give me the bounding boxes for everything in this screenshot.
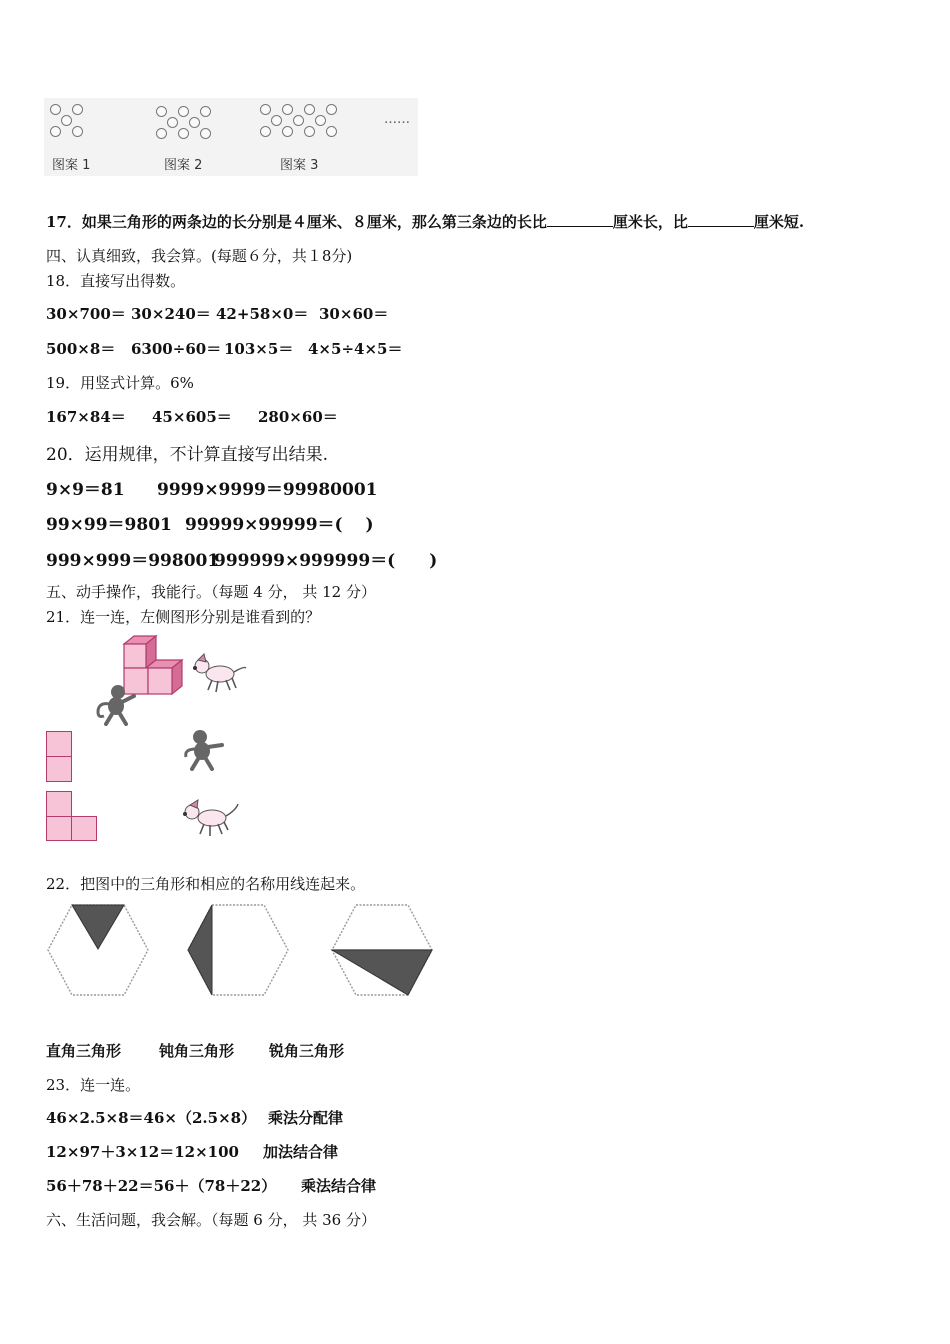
equation-3[interactable]: 56＋78＋22＝56＋（78＋22） [46, 1177, 277, 1195]
view-square [46, 791, 72, 817]
q23-row-2 [46, 1141, 338, 1162]
circle-icon [167, 117, 178, 128]
name-right-triangle[interactable]: 直角三角形 [46, 1042, 122, 1060]
circle-icon [271, 115, 282, 126]
q19-row: 167×84＝ 45×605＝ 280×60＝ [46, 408, 338, 426]
dog-icon [190, 650, 248, 694]
circle-icon [304, 104, 315, 115]
circle-icon [260, 104, 271, 115]
q20-row-3: 999×999＝998001999999×999999＝( ) [46, 551, 438, 571]
name-acute-triangle[interactable]: 锐角三角形 [269, 1042, 345, 1060]
circle-icon [315, 115, 326, 126]
q20-row-1: 9×9＝81 9999×9999＝99980001 [46, 480, 378, 500]
circle-icon [72, 104, 83, 115]
circle-icon [304, 126, 315, 137]
circle-icon [178, 106, 189, 117]
circle-icon [156, 106, 167, 117]
section-5-heading: 五、动手操作，我能行。（每题 4 分， 共 12 分） [46, 583, 376, 601]
view-square [71, 816, 97, 841]
monkey-icon [92, 682, 138, 726]
equation-2[interactable]: 12×97＋3×12＝12×100 [46, 1143, 239, 1161]
hexagon-figure-3[interactable] [330, 903, 434, 997]
pattern-label-2: 图案 2 [164, 158, 203, 173]
circle-icon [260, 126, 271, 137]
circle-icon [282, 126, 293, 137]
dog-icon[interactable] [180, 796, 240, 840]
hexagon-figure-1[interactable] [46, 903, 150, 997]
pattern-label-1: 图案 1 [52, 158, 91, 173]
circle-icon [326, 104, 337, 115]
question-19-title: 19．用竖式计算。6% [46, 374, 194, 392]
question-23-title: 23．连一连。 [46, 1076, 141, 1094]
equation-1[interactable]: 46×2.5×8＝46×（2.5×8） [46, 1109, 257, 1127]
circle-icon [200, 106, 211, 117]
question-20-title: 20．运用规律，不计算直接写出结果. [46, 445, 329, 465]
answer-blank[interactable] [688, 212, 754, 227]
circle-icon [326, 126, 337, 137]
circle-icon [189, 117, 200, 128]
q20-row-2: 99×99＝9801 99999×99999＝( ) [46, 515, 374, 535]
q23-row-1 [46, 1107, 343, 1128]
circle-icon [178, 128, 189, 139]
pattern-label-3: 图案 3 [280, 158, 319, 173]
circle-icon [293, 115, 304, 126]
circle-icon [282, 104, 293, 115]
circle-icon [50, 104, 61, 115]
question-22-title: 22．把图中的三角形和相应的名称用线连起来。 [46, 875, 366, 893]
law-1[interactable]: 乘法分配律 [268, 1109, 344, 1127]
circle-icon [72, 126, 83, 137]
q18-row-2: 500×8＝ 6300÷60＝ 103×5＝ 4×5÷4×5＝ [46, 340, 403, 358]
question-18-title: 18．直接写出得数。 [46, 272, 186, 290]
circle-icon [200, 128, 211, 139]
ellipsis: …… [384, 112, 410, 127]
view-square [46, 731, 72, 757]
view-square [46, 756, 72, 782]
section-4-heading: 四、认真细致，我会算。(每题６分，共１8分) [46, 247, 353, 265]
circle-icon [61, 115, 72, 126]
answer-blank[interactable] [547, 212, 613, 227]
monkey-icon[interactable] [180, 727, 226, 771]
circle-icon [50, 126, 61, 137]
hexagon-figure-2[interactable] [186, 903, 290, 997]
law-2[interactable]: 加法结合律 [263, 1143, 339, 1161]
q18-row-1: 30×700＝ 30×240＝ 42+58×0＝ 30×60＝ [46, 305, 389, 323]
triangle-names [46, 1040, 344, 1061]
question-21-title: 21．连一连，左侧图形分别是谁看到的？ [46, 608, 321, 626]
circle-pattern-figure [44, 98, 418, 176]
name-obtuse-triangle[interactable]: 钝角三角形 [159, 1042, 235, 1060]
q23-row-3 [46, 1175, 376, 1196]
view-square [46, 816, 72, 841]
question-17: 17．如果三角形的两条边的长分别是４厘米、８厘米，那么第三条边的长比 厘米长，比 厘米短. [46, 213, 805, 231]
section-6-heading: 六、生活问题，我会解。（每题 6 分， 共 36 分） [46, 1211, 376, 1229]
law-3[interactable]: 乘法结合律 [301, 1177, 377, 1195]
circle-icon [156, 128, 167, 139]
